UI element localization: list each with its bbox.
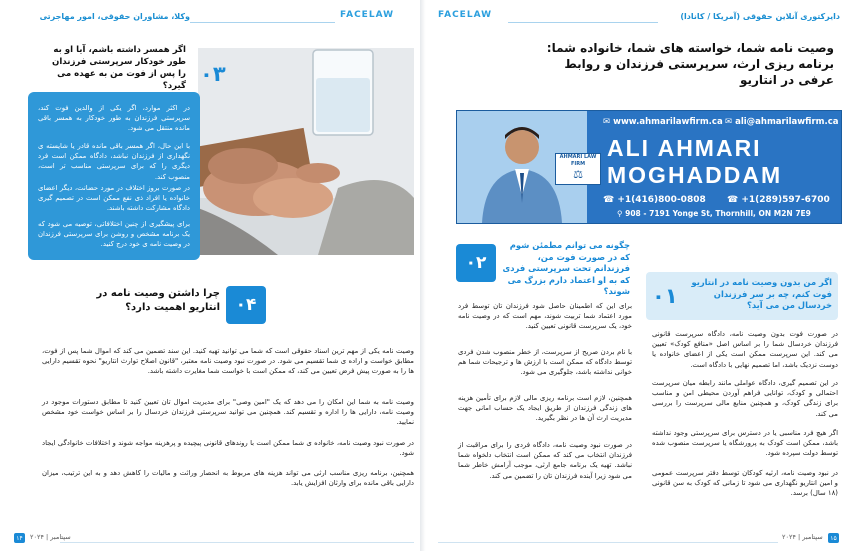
scales-icon: ⚖ [573,168,583,181]
section-number-03: ۰۳ [200,62,226,86]
ad-website[interactable] [603,117,723,127]
section-number-04: ۰۴ [226,286,266,324]
section-number-01: ۰۱ [652,284,678,308]
section-number-02: ۰۲ [456,244,496,282]
ad-website-text: www.ahmarilawfirm.ca [613,117,723,127]
section-01-paragraph-3: اگر هیچ فرد مناسبی یا در دسترس برای سرپرستی وجود نداشته باشد، ممکن است کودک به پرورشگاه یا سرپرست منصوب شده توسط دولت سپرده شود. [652,429,838,458]
section-03-paragraph-1: در اکثر موارد، اگر یکی از والدین فوت کند، سرپرستی فرزندان به طور خودکار به همسر باقی مانده منتقل می شود. [38,104,190,133]
footer-divider [60,542,414,543]
ad-email-text: ali@ahmarilawfirm.ca [735,117,839,127]
article-main-title: وصیت نامه شما، خواسته های شما، خانواده شما: برنامه ریزی ارث، سرپرستی فرزندان و روابط عرفی در انتاریو [546,41,834,87]
section-03-paragraph-4: برای پیشگیری از چنین اختلافاتی، توصیه می شود که یک برنامه مشخص و روشن برای سرپرستی فرزندان در وصیت نامه ی خود درج کنید. [38,220,190,249]
phone-icon: ☎ [603,195,618,205]
ad-firm-name: AHMARI LAW FIRM [559,154,597,167]
footer-date: ۲۰۲۴ | سپتامبر [30,533,71,541]
hands-photo [198,48,414,255]
photo-illustration [198,48,414,255]
section-02-paragraph-4: در صورت نبود وصیت نامه، دادگاه فردی را برای مراقبت از فرزندان انتخاب می کند که ممکن است انتخاب دلخواه شما نباشد. تهیه یک برنامه جامع ارثی، موجب آرامش خاطر شما می شود زیرا آینده فرزندان تان را تضمین می کند. [458,441,632,480]
ad-name-line1: ALI AHMARI [607,135,762,161]
phone-icon: ☎ [727,195,742,205]
page-number: ۱۴ [14,533,25,543]
section-title-03: اگر همسر داشته باشم، آیا او به طور خودکار سرپرستی فرزندان را پس از فوت من به عهده می گیرد؟ [52,45,186,91]
left-page [0,0,424,551]
ad-address [617,209,811,218]
section-title-02: چگونه می توانم مطمئن شوم که در صورت فوت من، فرزندانم تحت سرپرستی فردی که به او اعتماد دارم بزرگ می شوند؟ [502,240,630,296]
page-header-title: دایرکتوری آنلاین حقوقی (آمریکا / کانادا) [680,12,840,21]
section-01-paragraph-4: در نبود وصیت نامه، ارثیه کودکان توسط دفتر سرپرست عمومی و امین انتاریو نگهداری می شود تا زمانی که کودک به سن قانونی (۱۸ سال) برسد. [652,469,838,498]
ad-phone-1-text: +1(416)800-0808 [617,195,706,205]
footer-year: ۲۰۲۴ [30,533,44,541]
web-icon: ✉ [603,117,614,127]
law-firm-ad[interactable] [456,110,842,224]
ad-phone-1[interactable] [603,195,706,205]
section-04-paragraph-4: همچنین، برنامه ریزی مناسب ارثی می تواند هزینه های مربوط به انحصار وراثت و مالیات را کاهش دهد و به این ترتیب، میزان دارایی باقی مانده برای وارثان افزایش یابد. [42,469,414,488]
ad-address-text: 908 - 7191 Yonge St, Thornhill, ON M2N 7E9 [625,209,811,218]
right-page [426,0,850,551]
ad-firm-badge [555,153,601,185]
section-03-paragraph-3: در صورت بروز اختلاف در مورد حضانت، دیگر اعضای خانواده یا افراد ذی نفع ممکن است در تصمیم گیری دادگاه مشارکت داشته باشند. [38,184,190,213]
section-03-paragraph-2: با این حال، اگر همسر باقی مانده قادر یا شایسته ی نگهداری از فرزندان نباشد، دادگاه ممکن است فرد دیگری را که برای سرپرستی مناسب تر است، منصوب کند. [38,142,190,181]
ad-phone-2[interactable] [727,195,830,205]
section-02-paragraph-3: همچنین، لازم است برنامه ریزی مالی لازم برای تأمین هزینه های زندگی فرزندان از طریق ایجاد یک حساب امانی جهت مدیریت ارث آن ها در نظر بگیرید. [458,394,632,423]
footer-month: سپتامبر [802,533,823,541]
ad-phone-2-text: +1(289)597-6700 [741,195,830,205]
header-divider [190,22,335,23]
page-header-title: وکلا، مشاوران حقوقی، امور مهاجرتی [39,12,190,21]
section-01-paragraph-1: در صورت فوت بدون وصیت نامه، دادگاه سرپرست قانونی فرزندان خردسال شما را بر اساس اصل «منافع کودک» تعیین می کند. این سرپرست ممکن است یکی از اعضای خانواده یا دوست نزدیک باشد، اما تصمیم نهایی با دادگاه است. [652,330,838,369]
page-number: ۱۵ [828,533,839,543]
location-pin-icon: ⚲ [617,209,626,218]
header-divider [508,22,658,23]
section-title-01: اگر من بدون وصیت نامه در انتاریو فوت کنم، چه بر سر فرزندان خردسال من می آید؟ [691,277,832,310]
footer-divider [438,542,778,543]
section-02-paragraph-1: برای این که اطمینان حاصل شود فرزندان تان توسط فرد مورد اعتماد شما تربیت شوند، مهم است که در وصیت نامه خود، یک سرپرست قانونی تعیین کنید. [458,302,632,331]
email-icon: ✉ [725,117,736,127]
section-04-paragraph-1: وصیت نامه یکی از مهم ترین اسناد حقوقی است که شما می توانید تهیه کنید. این سند تضمین می کند که اموال شما پس از فوت، مطابق خواست و اراده ی شما تقسیم می شود. در صورت نبود وصیت نامه معتبر، "قانون اصلاح توارث انتاریو" نحوه تقسیم دارایی ها را به صورت پیش فرض تعیین می کند، که ممکن است با خواست شما مغایرت داشته باشد. [42,347,414,376]
ad-email[interactable] [725,117,839,127]
section-04-paragraph-2: وصیت نامه به شما این امکان را می دهد که یک "امین وصی" برای مدیریت اموال تان تعیین کنید تا مطابق دستورات موجود در وصیت نامه، دارایی ها را اداره و تقسیم کند. همچنین می توانید سرپرستی فرزندان خردسال را بر اساس خواست خود مشخص نمایید. [42,398,414,427]
footer-year: ۲۰۲۴ [782,533,796,541]
brand-logo: FACELAW [340,10,395,20]
section-02-paragraph-2: با نام بردن صریح از سرپرست، از خطر منصوب شدن فردی توسط دادگاه که ممکن است با ارزش ها و ترجیحات شما هم خوانی نداشته باشد، جلوگیری می شود. [458,348,632,377]
footer-month: سپتامبر [50,533,71,541]
footer-date: سپتامبر | ۲۰۲۴ [782,533,823,541]
section-01-paragraph-2: در این تصمیم گیری، دادگاه عواملی مانند رابطه میان سرپرست احتمالی و کودک، توانایی فراهم آوردن محیطی امن و مناسب برای زندگی کودک، و همچنین منابع مالی سرپرست را بررسی می کند. [652,379,838,418]
brand-logo: FACELAW [438,10,493,20]
section-04-paragraph-3: در صورت نبود وصیت نامه، خانواده ی شما ممکن است با روندهای قانونی پیچیده و پرهزینه مواجه شوند و اختلافات خانوادگی ایجاد شود. [42,439,414,458]
section-title-04: چرا داشتن وصیت نامه در انتاریو اهمیت دارد؟ [96,288,220,313]
ad-name-line2: MOGHADDAM [607,162,783,188]
